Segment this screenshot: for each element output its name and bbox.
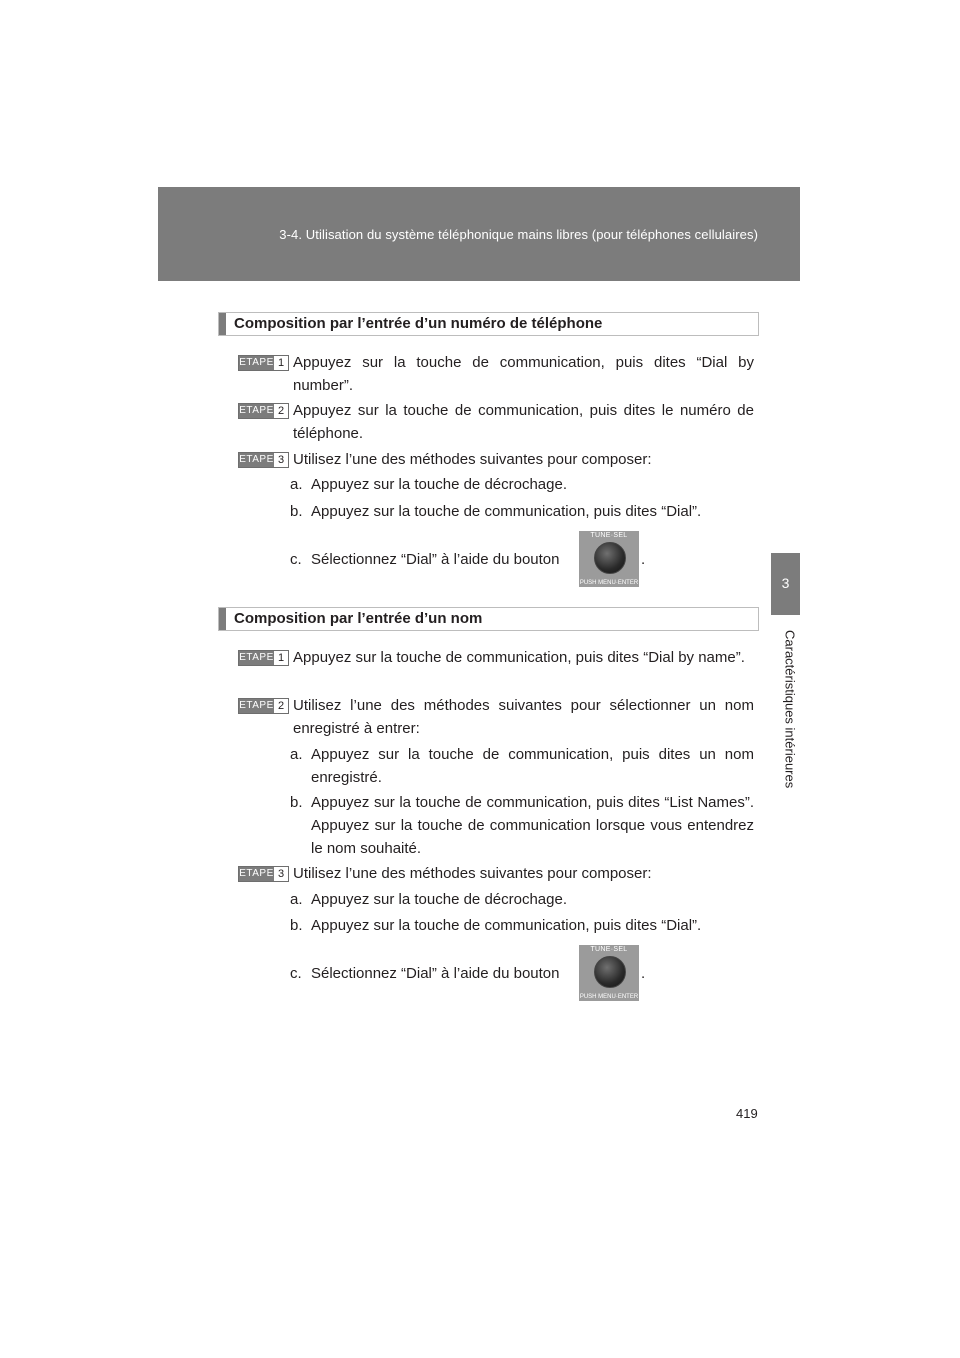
chapter-header — [158, 187, 800, 281]
step-text: Utilisez l’une des méthodes suivantes pour sélectionner un nom enregistré à entrer: — [293, 697, 754, 737]
tune-sel-knob-image: TUNE·SEL PUSH MENU·ENTER — [579, 532, 639, 586]
section-title: Composition par l’entrée d’un nom — [234, 610, 483, 627]
list-item: c. Sélectionnez “Dial” à l’aide du bouton — [290, 965, 560, 982]
step-badge: ETAPE 3 — [238, 452, 289, 468]
sentence-period: . — [641, 965, 646, 982]
chapter-number: 3 — [781, 575, 790, 591]
chapter-side-label-text: Caractéristiques intérieures — [782, 630, 798, 789]
step-text: Utilisez l’une des méthodes suivantes pour composer: — [293, 865, 652, 882]
section-title: Composition par l’entrée d’un numéro de téléphone — [234, 315, 603, 332]
step-badge: ETAPE 1 — [238, 355, 289, 371]
list-item: c. Sélectionnez “Dial” à l’aide du bouton — [290, 551, 560, 568]
list-item: a. Appuyez sur la touche de communication, puis dites un nom enregistré. — [290, 746, 754, 786]
step-text: Utilisez l’une des méthodes suivantes pour composer: — [293, 451, 652, 468]
step-badge: ETAPE 1 — [238, 650, 289, 666]
page-number: 419 — [736, 1106, 758, 1121]
step-badge: ETAPE 3 — [238, 866, 289, 882]
list-item: b. Appuyez sur la touche de communication, puis dites “Dial”. — [290, 503, 702, 520]
list-item: b. Appuyez sur la touche de communication, puis dites “Dial”. — [290, 917, 702, 934]
list-item: a. Appuyez sur la touche de décrochage. — [290, 891, 568, 908]
list-item: b. Appuyez sur la touche de communication, puis dites “List Names”. Appuyez sur la touche de communication lorsque vous entendrez le nom souhaité. — [290, 794, 754, 857]
chapter-tab — [771, 553, 800, 615]
section-heading-name — [218, 607, 759, 631]
knob-icon — [594, 956, 626, 988]
step-text: Appuyez sur la touche de communication, puis dites “Dial by number”. — [293, 354, 754, 394]
step-badge: ETAPE 2 — [238, 698, 289, 714]
step-text: Appuyez sur la touche de communication, puis dites le numéro de téléphone. — [293, 402, 754, 442]
chapter-title: 3-4. Utilisation du système téléphonique mains libres (pour téléphones cellulaires) — [279, 227, 758, 242]
step-text: Appuyez sur la touche de communication, puis dites “Dial by name”. — [293, 649, 745, 666]
list-item: a. Appuyez sur la touche de décrochage. — [290, 476, 568, 493]
step-badge: ETAPE 2 — [238, 403, 289, 419]
section-heading-number — [218, 312, 759, 336]
sentence-period: . — [641, 551, 646, 568]
knob-icon — [594, 542, 626, 574]
tune-sel-knob-image: TUNE·SEL PUSH MENU·ENTER — [579, 946, 639, 1000]
